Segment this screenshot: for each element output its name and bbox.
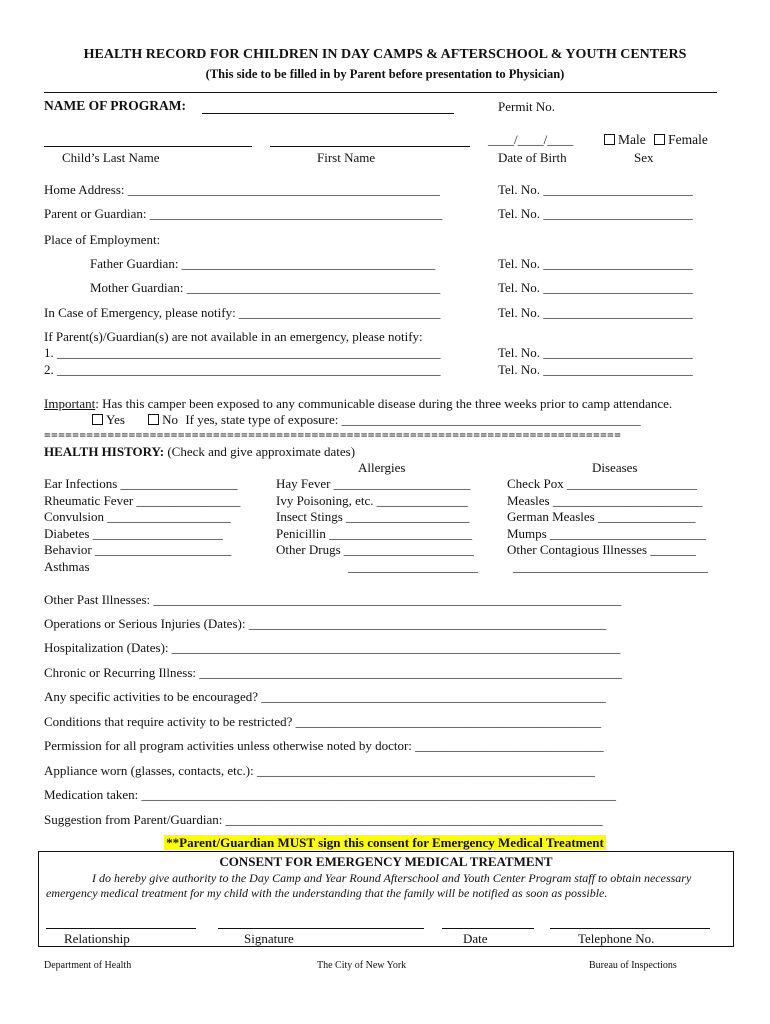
question-operations-injuries[interactable]: Operations or Serious Injuries (Dates): _______________________________________________________	[44, 616, 607, 631]
question-chronic-illness[interactable]: Chronic or Recurring Illness: _________________________________________________________________	[44, 665, 622, 680]
signature-field[interactable]	[218, 928, 424, 929]
form-title: HEALTH RECORD FOR CHILDREN IN DAY CAMPS & AFTERSCHOOL & YOUTH CENTERS	[83, 47, 687, 62]
father-guardian-field[interactable]: Father Guardian: _______________________________________	[90, 256, 436, 271]
question-activities-restricted[interactable]: Conditions that require activity to be restricted? _______________________________________________	[44, 714, 602, 729]
exposure-yes-label: Yes	[106, 412, 125, 427]
last-name-label: Child’s Last Name	[62, 150, 160, 165]
behavior-field[interactable]: Behavior _____________________	[44, 542, 232, 557]
history-column-1	[44, 476, 240, 575]
male-label: Male	[618, 132, 646, 147]
consent-text-line-1: I do hereby give authority to the Day Camp and Year Round Afterschool and Youth Center Program staff to obtain necessary	[92, 871, 692, 885]
consent-text-line-2: emergency medical treatment for my child with the understanding that the family will be notified as soon as possible.	[46, 886, 608, 900]
double-divider: ==================================================================================	[44, 428, 622, 442]
ivy-poisoning-field[interactable]: Ivy Poisoning, etc. ______________	[276, 492, 468, 508]
alternate-contacts-label: If Parent(s)/Guardian(s) are not available in an emergency, please notify:	[44, 329, 423, 344]
penicillin-field[interactable]: Penicillin ______________________	[276, 525, 473, 541]
alternate-tel-2-field[interactable]: Tel. No. _______________________	[498, 362, 693, 377]
health-history-title: HEALTH HISTORY:	[44, 444, 165, 459]
must-sign-banner	[0, 835, 770, 851]
question-hospitalization[interactable]: Hospitalization (Dates): _____________________________________________________________________	[44, 640, 621, 655]
mumps-field[interactable]: Mumps ________________________	[507, 525, 706, 541]
male-checkbox[interactable]	[604, 134, 615, 145]
program-label: NAME OF PROGRAM:	[44, 98, 186, 113]
emergency-contact-field[interactable]: In Case of Emergency, please notify: _______________________________	[44, 305, 441, 320]
exposure-options[interactable]	[92, 412, 641, 428]
exposure-type-field[interactable]: If yes, state type of exposure: ______________________________________________	[185, 412, 641, 427]
hay-fever-field[interactable]: Hay Fever _____________________	[276, 476, 471, 491]
dob-field[interactable]: ____/____/____	[488, 132, 574, 147]
female-label: Female	[668, 132, 708, 147]
asthmas-field[interactable]: Asthmas	[44, 558, 90, 574]
german-measles-field[interactable]: German Measles _______________	[507, 509, 696, 524]
rheumatic-fever-field[interactable]: Rheumatic Fever ________________	[44, 492, 241, 508]
chicken-pox-field[interactable]: Check Pox ____________________	[507, 476, 697, 491]
footer-bureau: Bureau of Inspections	[589, 960, 677, 971]
question-medication[interactable]: Medication taken: _________________________________________________________________________	[44, 787, 616, 802]
mother-guardian-field[interactable]: Mother Guardian: _______________________________________	[90, 280, 441, 295]
father-tel-field[interactable]: Tel. No. _______________________	[498, 256, 693, 271]
question-appliance-worn[interactable]: Appliance worn (glasses, contacts, etc.): ____________________________________________________	[44, 763, 595, 778]
telephone-field[interactable]	[550, 928, 710, 929]
ear-infections-field[interactable]: Ear Infections __________________	[44, 476, 238, 491]
important-text: : Has this camper been exposed to any communicable disease during the three weeks prior to camp attendance.	[95, 396, 673, 411]
relationship-label: Relationship	[64, 931, 130, 946]
alternate-tel-1-field[interactable]: Tel. No. _______________________	[498, 345, 693, 360]
diseases-header: Diseases	[592, 460, 638, 475]
home-tel-field[interactable]: Tel. No. _______________________	[498, 182, 693, 197]
employment-label: Place of Employment:	[44, 232, 161, 247]
female-checkbox[interactable]	[654, 134, 665, 145]
question-permission[interactable]: Permission for all program activities unless otherwise noted by doctor: _____________________________	[44, 738, 604, 753]
history-column-2	[276, 476, 478, 575]
consent-title: CONSENT FOR EMERGENCY MEDICAL TREATMENT	[219, 854, 553, 869]
health-history-heading	[44, 444, 355, 460]
relationship-field[interactable]	[46, 928, 196, 929]
sex-options[interactable]	[604, 132, 708, 148]
footer-city: The City of New York	[317, 960, 407, 971]
exposure-no-checkbox[interactable]	[148, 414, 159, 425]
alternate-contact-1-field[interactable]: 1. ___________________________________________________________	[44, 345, 441, 360]
mother-tel-field[interactable]: Tel. No. _______________________	[498, 280, 693, 295]
top-rule	[44, 92, 717, 93]
diabetes-field[interactable]: Diabetes ____________________	[44, 525, 223, 541]
other-contagious-field[interactable]: Other Contagious Illnesses _______	[507, 542, 696, 557]
child-last-name-field[interactable]	[44, 146, 252, 147]
insect-stings-field[interactable]: Insect Stings ___________________	[276, 509, 470, 524]
important-label: Important	[44, 396, 96, 411]
convulsion-field[interactable]: Convulsion ___________________	[44, 509, 231, 524]
history-column-3	[507, 476, 708, 575]
signature-label: Signature	[244, 931, 294, 946]
exposure-no-label: No	[162, 412, 179, 427]
permit-label[interactable]: Permit No.	[498, 99, 556, 114]
date-label: Date	[463, 931, 488, 946]
parent-tel-field[interactable]: Tel. No. _______________________	[498, 206, 693, 221]
must-sign-text: **Parent/Guardian MUST sign this consent for Emergency Medical Treatment	[166, 835, 604, 850]
question-other-past-illnesses[interactable]: Other Past Illnesses: ________________________________________________________________________	[44, 592, 622, 607]
exposure-question	[44, 396, 672, 412]
parent-guardian-field[interactable]: Parent or Guardian: _____________________________________________	[44, 206, 443, 221]
home-address-field[interactable]: Home Address: ________________________________________________	[44, 182, 440, 197]
telephone-label: Telephone No.	[578, 931, 655, 946]
diseases-extra-field[interactable]: ______________________________	[513, 558, 708, 574]
sex-label: Sex	[634, 150, 654, 165]
health-history-hint: (Check and give approximate dates)	[164, 444, 356, 459]
allergies-header: Allergies	[358, 460, 406, 475]
form-subtitle: (This side to be filled in by Parent before presentation to Physician)	[205, 67, 565, 81]
program-field[interactable]	[202, 113, 454, 114]
first-name-label: First Name	[317, 150, 376, 165]
question-activities-encouraged[interactable]: Any specific activities to be encouraged? _____________________________________________________	[44, 689, 606, 704]
child-first-name-field[interactable]	[270, 146, 470, 147]
allergies-extra-field[interactable]: ____________________	[348, 558, 478, 574]
alternate-contact-2-field[interactable]: 2. ___________________________________________________________	[44, 362, 441, 377]
footer-department: Department of Health	[44, 960, 132, 971]
measles-field[interactable]: Measles _______________________	[507, 492, 703, 508]
exposure-yes-checkbox[interactable]	[92, 414, 103, 425]
emergency-tel-field[interactable]: Tel. No. _______________________	[498, 305, 693, 320]
dob-label: Date of Birth	[498, 150, 567, 165]
date-field[interactable]	[442, 928, 534, 929]
other-drugs-field[interactable]: Other Drugs ____________________	[276, 542, 474, 557]
question-parent-suggestion[interactable]: Suggestion from Parent/Guardian: __________________________________________________________	[44, 812, 603, 827]
